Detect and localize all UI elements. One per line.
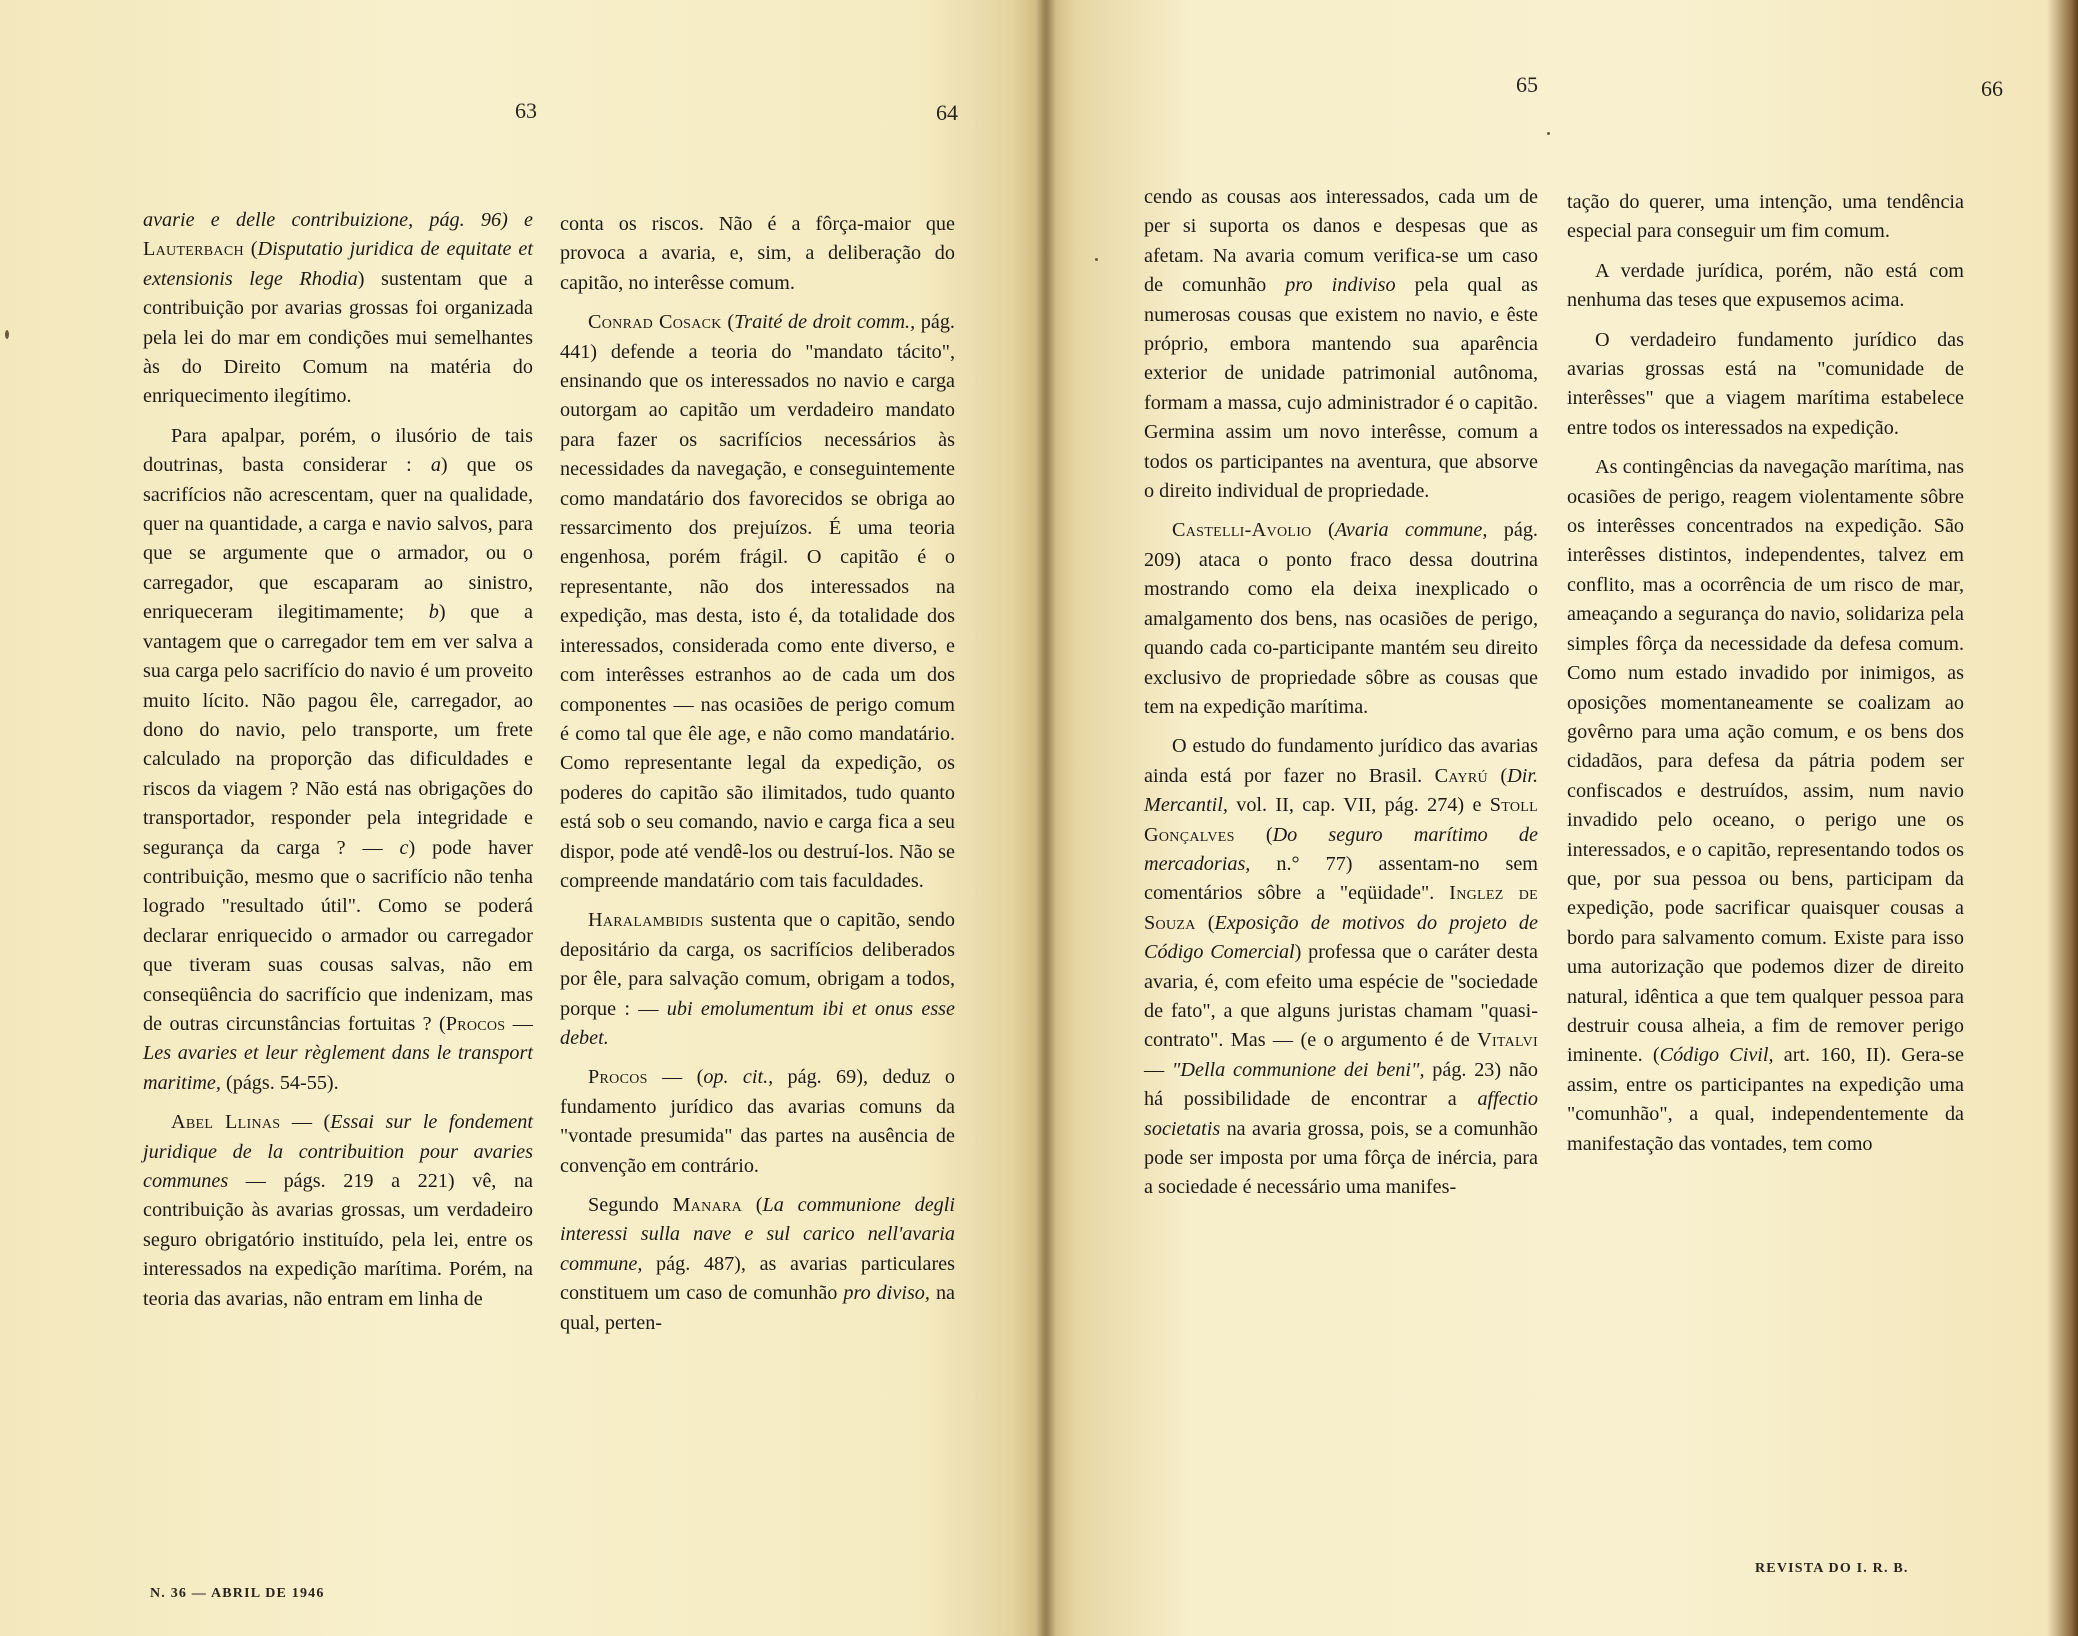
paragraph: As contingências da navegação marítima, nas ocasiões de perigo, reagem violentamente sôbre os interêsses concentrados na expedição. São interêsses distintos, independentes, talvez em conflito, mas a ocorrência de um risco de mar, ameaçando a segurança do navio, solidariza pela simples fôrça da necessidade da defesa comum. Como num estado invadido por inimigos, as oposições momentaneamente se coalizam ao govêrno para uma ação comum, e os bens dos cidadãos, para defesa da pátria podem ser confiscados e destruídos, assim, num navio invadido pelo oceano, o perigo une os interessados, e o capitão, representando todos os que, por sua pessoa ou bens, participam da expedição, pode sacrificar quaisquer cousas a bordo para salvamento comum. Existe para isso uma autorização que podemos dizer de direito natural, idêntica a que tem qualquer pessoa para destruir cousa alheia, a fim de remover perigo iminente. (Código Civil, art. 160, II). Gera-se assim, entre os participantes na expedição uma "comunhão", a qual, independentemente da manifestação das vontades, tem como: [1567, 456, 1964, 1155]
page-number-66: 66: [1981, 76, 2003, 101]
paper-speck: [5, 330, 9, 339]
page-number-63: 63: [515, 98, 537, 123]
page-number-64: 64: [936, 100, 958, 125]
paragraph: Conrad Cosack (Traité de droit comm., pág. 441) defende a teoria do "mandato tácito", ensinando que os interessados no navio e carga outorgam ao capitão um verdadeiro mandato para fazer os sacrifícios necessários às necessidades da navegação, e conseguintemente como mandatário dos favorecidos se obriga ao ressarcimento dos prejuízos. É uma teoria engenhosa, porém frágil. O capitão é o representante, não dos interessados na expedição, mas desta, isto é, da totalidade dos interessados, considerada como ente diverso, e com interêsses estranhos ao de cada um dos componentes — nas ocasiões de perigo comum é como tal que êle age, e não como mandatário. Como representante legal da expedição, os poderes do capitão são ilimitados, tudo quanto está sob o seu comando, navio e carga fica a seu dispor, pode até vendê-los ou destruí-los. Não se compreende mandatário com tais faculdades.: [560, 311, 955, 892]
page-number-65: 65: [1516, 72, 1538, 97]
paragraph: O estudo do fundamento jurídico das avarias ainda está por fazer no Brasil. Cayrú (Dir. Mercantil, vol. II, cap. VII, pág. 274) e Stoll Gonçalves (Do seguro marítimo de mercadorias, n.° 77) assentam-no sem comentários sôbre a "eqüidade". Inglez de Souza (Exposição de motivos do projeto de Código Comercial) professa que o caráter desta avaria, é, com efeito uma espécie de "sociedade de fato", a que alguns juristas chamam "quasi-contrato". Mas — (e o argumento é de Vitalvi — "Della communione dei beni", pág. 23) não há possibilidade de encontrar a affectio societatis na avaria grossa, pois, se a comunhão pode ser imposta por uma fôrça de inércia, para a sociedade é necessário uma manifes-: [1144, 735, 1538, 1199]
footer-journal: REVISTA DO I. R. B.: [1755, 1561, 1909, 1576]
right-page: [1045, 0, 2078, 1636]
paragraph: Procos — (op. cit., pág. 69), deduz o fundamento jurídico das avarias comuns da "vontade presumida" das partes na ausência de convenção em contrário.: [560, 1066, 955, 1177]
paragraph: conta os riscos. Não é a fôrça-maior que provoca a avaria, e, sim, a deliberação do capitão, no interêsse comum.: [560, 213, 955, 294]
paragraph: Segundo Manara (La communione degli interessi sulla nave e sul carico nell'avaria commune, pág. 487), as avarias particulares constituem um caso de comunhão pro diviso, na qual, perten-: [560, 1194, 956, 1334]
paragraph: tação do querer, uma intenção, uma tendência especial para conseguir um fim comum.: [1567, 191, 1964, 243]
paragraph: O verdadeiro fundamento jurídico das avarias grossas está na "comunidade de interêsses" que a viagem marítima estabelece entre todos os interessados na expedição.: [1567, 328, 1964, 439]
footer-issue: N. 36 — ABRIL DE 1946: [150, 1586, 325, 1601]
paragraph: Para apalpar, porém, o ilusório de tais doutrinas, basta considerar : a) que os sacrifícios não acrescentam, quer na qualidade, quer na quantidade, a carga e navio salvos, para que se argumente que o armador, ou o carregador, que escaparam ao sinistro, enriqueceram ilegitimamente; b) que a vantagem que o carregador tem em ver salva a sua carga pelo sacrifício do navio é um proveito muito lícito. Não pagou êle, carregador, ao dono do navio, pelo transporte, um frete calculado na proporção das dificuldades e riscos da viagem ? Não está nas obrigações do transportador, responder pela integridade e segurança da carga ? — c) pode haver contribuição, mesmo que o sacrifício não tenha logrado "resultado útil". Como se poderá declarar enriquecido o armador ou carregador que tiveram suas cousas salvas, não em conseqüência do sacrifício que indenizam, mas de outras circunstâncias fortuitas ? (Procos — Les avaries et leur règlement dans le transport maritime, (págs. 54-55).: [143, 424, 534, 1094]
paragraph: Castelli-Avolio (Avaria commune, pág. 209) ataca o ponto fraco dessa doutrina mostrando como ela deixa inexplicado o amalgamento dos bens, nas ocasiões de perigo, quando cada co-participante mantém seu direito exclusivo de propriedade sôbre as cousas que tem na expedição marítima.: [1144, 519, 1538, 718]
column-page-64: [560, 210, 955, 1348]
column-page-66: [1567, 188, 1964, 1169]
paragraph: Haralambidis sustenta que o capitão, sendo depositário da carga, os sacrifícios deliberados por êle, para salvação comum, obrigam a todos, porque : — ubi emolumentum ibi et onus esse debet.: [560, 909, 956, 1049]
paragraph: Abel Llinas — (Essai sur le fondement juridique de la contribuition pour avaries communes — págs. 219 a 221) vê, na contribuição às avarias grossas, um verdadeiro seguro obrigatório instituído, pela lei, entre os interessados na expedição marítima. Porém, na teoria das avarias, não entram em linha de: [143, 1111, 533, 1310]
column-page-63: [143, 206, 533, 1324]
paper-speck: [1095, 258, 1098, 261]
paragraph: avarie e delle contribuizione, pág. 96) e Lauterbach (Disputatio juridica de equitate et extensionis lege Rhodia) sustentam que a contribuição por avarias grossas foi organizada pela lei do mar em condições mui semelhantes às do Direito Comum na matéria do enriquecimento ilegítimo.: [143, 209, 534, 408]
paragraph: cendo as cousas aos interessados, cada um de per si suporta os danos e despesas que as afetam. Na avaria comum verifica-se um caso de comunhão pro indiviso pela qual as numerosas cousas que existem no navio, e êste próprio, embora mantendo sua aparência exterior de unidade patrimonial autônoma, formam a massa, cujo administrador é o capitão. Germina assim um novo interêsse, comum a todos os participantes na aventura, que absorve o direito individual de propriedade.: [1144, 186, 1539, 503]
paper-speck: [1547, 132, 1550, 135]
paragraph: A verdade jurídica, porém, não está com nenhuma das teses que expusemos acima.: [1567, 259, 1964, 312]
column-page-65: [1144, 183, 1538, 1213]
book-gutter: [1036, 0, 1056, 1636]
